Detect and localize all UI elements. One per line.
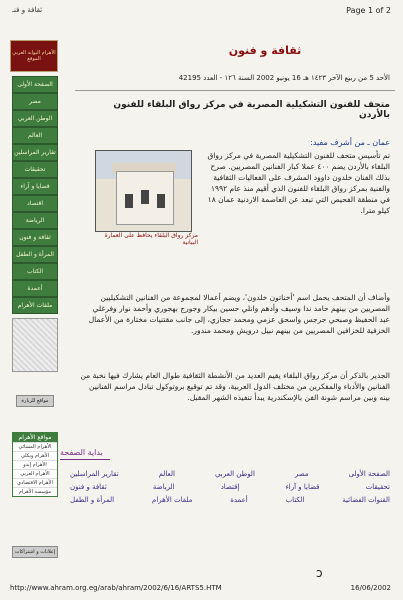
article-title: متحف للفنون التشكيلية المصرية في مركز رواق البلقاء للفنون بالأردن <box>113 100 390 120</box>
sidebar-item-front-page[interactable]: الصفحة الأولى <box>12 76 58 93</box>
sidebar-item-women-children[interactable]: المرأة و الطفل <box>12 246 58 263</box>
ahram-sites-title: مواقع الأهرام <box>13 433 57 442</box>
footer-link[interactable]: ملفات الأهرام <box>152 496 193 504</box>
logo-text: الأهرام البوابة العربي الموقع <box>12 50 56 62</box>
ads-subscriptions-link[interactable]: إعلانات و اشتراكات <box>12 546 58 558</box>
footer-link[interactable]: العالم <box>158 470 175 478</box>
sidebar-item-egypt[interactable]: مصر <box>12 93 58 110</box>
ahram-site-link[interactable]: الأهرام الاقتصادي <box>13 478 57 487</box>
ahram-site-link[interactable]: الأهرام المسائي <box>13 442 57 451</box>
footer-link[interactable]: تحقيقات <box>365 483 390 491</box>
back-to-top-link[interactable]: بداية الصفحة <box>60 448 103 457</box>
footer-url: http://www.ahram.org.eg/arab/ahram/2002/6/16/ARTS5.HTM <box>10 584 222 592</box>
dateline: الأحد 5 من ربيع الآخر ١٤٢٣ هـ 16 يونيو 2002 السنة ١٢٦ - العدد 42195 <box>178 74 390 82</box>
ahram-sites-box <box>12 432 58 497</box>
byline: عمان ـ من أشرف مفيد: <box>310 138 390 147</box>
sidebar-item-world[interactable]: العالم <box>12 127 58 144</box>
ahram-site-link[interactable]: الأهرام ويكلي <box>13 451 57 460</box>
ahram-site-link[interactable]: مؤسسة الأهرام <box>13 487 57 496</box>
footer-link[interactable]: الوطن العربي <box>214 470 255 478</box>
sidebar-item-ahram-files[interactable]: ملفات الأهرام <box>12 297 58 314</box>
stamp-image[interactable] <box>12 318 58 372</box>
footer-link[interactable]: تقارير المراسلين <box>70 470 119 478</box>
sidebar-item-opinions[interactable]: قضايا و آراء <box>12 178 58 195</box>
article-paragraph-2: وأضاف أن المتحف يحمل اسم 'أخناتون خلدون'، ويضم أعمالا لمجموعة من الفنانين التشكيليين المصريين من بينهم حامد ندا وسيف وأدهم وانلي حسين بيكار وجورج بهجوري وأحمد نوار وفرغلي عبد الحفيظ وصبحي جرجس واسحق عزمي ومحمد حجازي، إلى جانب مقتنيات مختارة من الأعمال الخزفية للخزافين المصريين من بينهم نبيل درويش ومحمد مندور. <box>88 293 390 335</box>
photo-caption: مركز رواق البلقاء يحافظ على العمارة البيانية <box>104 232 198 246</box>
footer-link[interactable]: الصفحة الأولى <box>348 470 390 478</box>
footer-link[interactable]: مصر <box>294 470 309 478</box>
sidebar-item-arab-world[interactable]: الوطن العربي <box>12 110 58 127</box>
footer-link[interactable]: إقتصاد <box>220 483 240 491</box>
back-to-top-underline <box>60 459 110 460</box>
footer-link[interactable]: الرياضة <box>152 483 175 491</box>
sidebar-item-sports[interactable]: الرياضة <box>12 212 58 229</box>
sidebar-item-economy[interactable]: اقتصاد <box>12 195 58 212</box>
sidebar-item-columns[interactable]: أعمدة <box>12 280 58 297</box>
ahram-logo[interactable] <box>10 40 58 72</box>
sidebar-item-books[interactable]: الكتاب <box>12 263 58 280</box>
article-paragraph-1: تم تأسيس متحف للفنون التشكيلية المصرية في مركز رواق البلقاء بالأردن يضم ٤٠٠ عملا كبار الفنانين المصريين. صرح بذلك الفنان خلدون داوود المشرف على الفعاليات الثقافية والفنية بمركز رواق البلقاء للفنون الذي أقيم منذ عام ١٩٩٢ في منطقة الفحيص التي تبعد عن العاصمة الاردنية عمان ١٨ كيلو مترا. <box>207 151 390 215</box>
sidebar-item-investigations[interactable]: تحقيقات <box>12 161 58 178</box>
footer-link[interactable]: الكتاب <box>285 496 305 504</box>
footer-nav <box>70 470 390 509</box>
footer-link[interactable]: قضايا و آراء <box>285 483 320 491</box>
ahram-site-link[interactable]: الأهرام العربي <box>13 469 57 478</box>
visit-sites-link[interactable]: مواقع للزيارة <box>16 395 54 407</box>
article-photo <box>95 150 192 232</box>
header-left-text: ثقافة و فنـ <box>12 6 43 14</box>
footer-date: 16/06/2002 <box>350 584 391 592</box>
page-number: Page 1 of 2 <box>346 6 391 15</box>
footer-link[interactable]: أعمدة <box>230 496 248 504</box>
footer-link[interactable]: ثقافة و فنون <box>70 483 107 491</box>
decorative-swirl-icon: ↄ <box>316 566 323 580</box>
footer-link[interactable]: القنوات الفضائية <box>342 496 390 504</box>
footer-link[interactable]: المرأة و الطفل <box>70 496 115 504</box>
sidebar-item-culture[interactable]: ثقافة و فنون <box>12 229 58 246</box>
article-paragraph-3: الجدير بالذكر أن مركز رواق البلقاء يقيم العديد من الأنشطة الثقافية طوال العام يشارك فيها نخبة من الفنانين والأدباء والمفكرين من مختلف الدول العربية، وقد تم توقيع بروتوكول تبادل مراسم الفنانين بينه وبين مراسم شونة الفن بالإسكندرية يبدأ تنفيذه الشهر المقبل. <box>80 371 390 402</box>
divider <box>75 90 395 91</box>
ahram-site-link[interactable]: الأهرام إبدو <box>13 460 57 469</box>
sidebar-item-reports[interactable]: تقارير المراسلين <box>12 144 58 161</box>
section-title: ثقافة و فنون <box>228 44 302 57</box>
